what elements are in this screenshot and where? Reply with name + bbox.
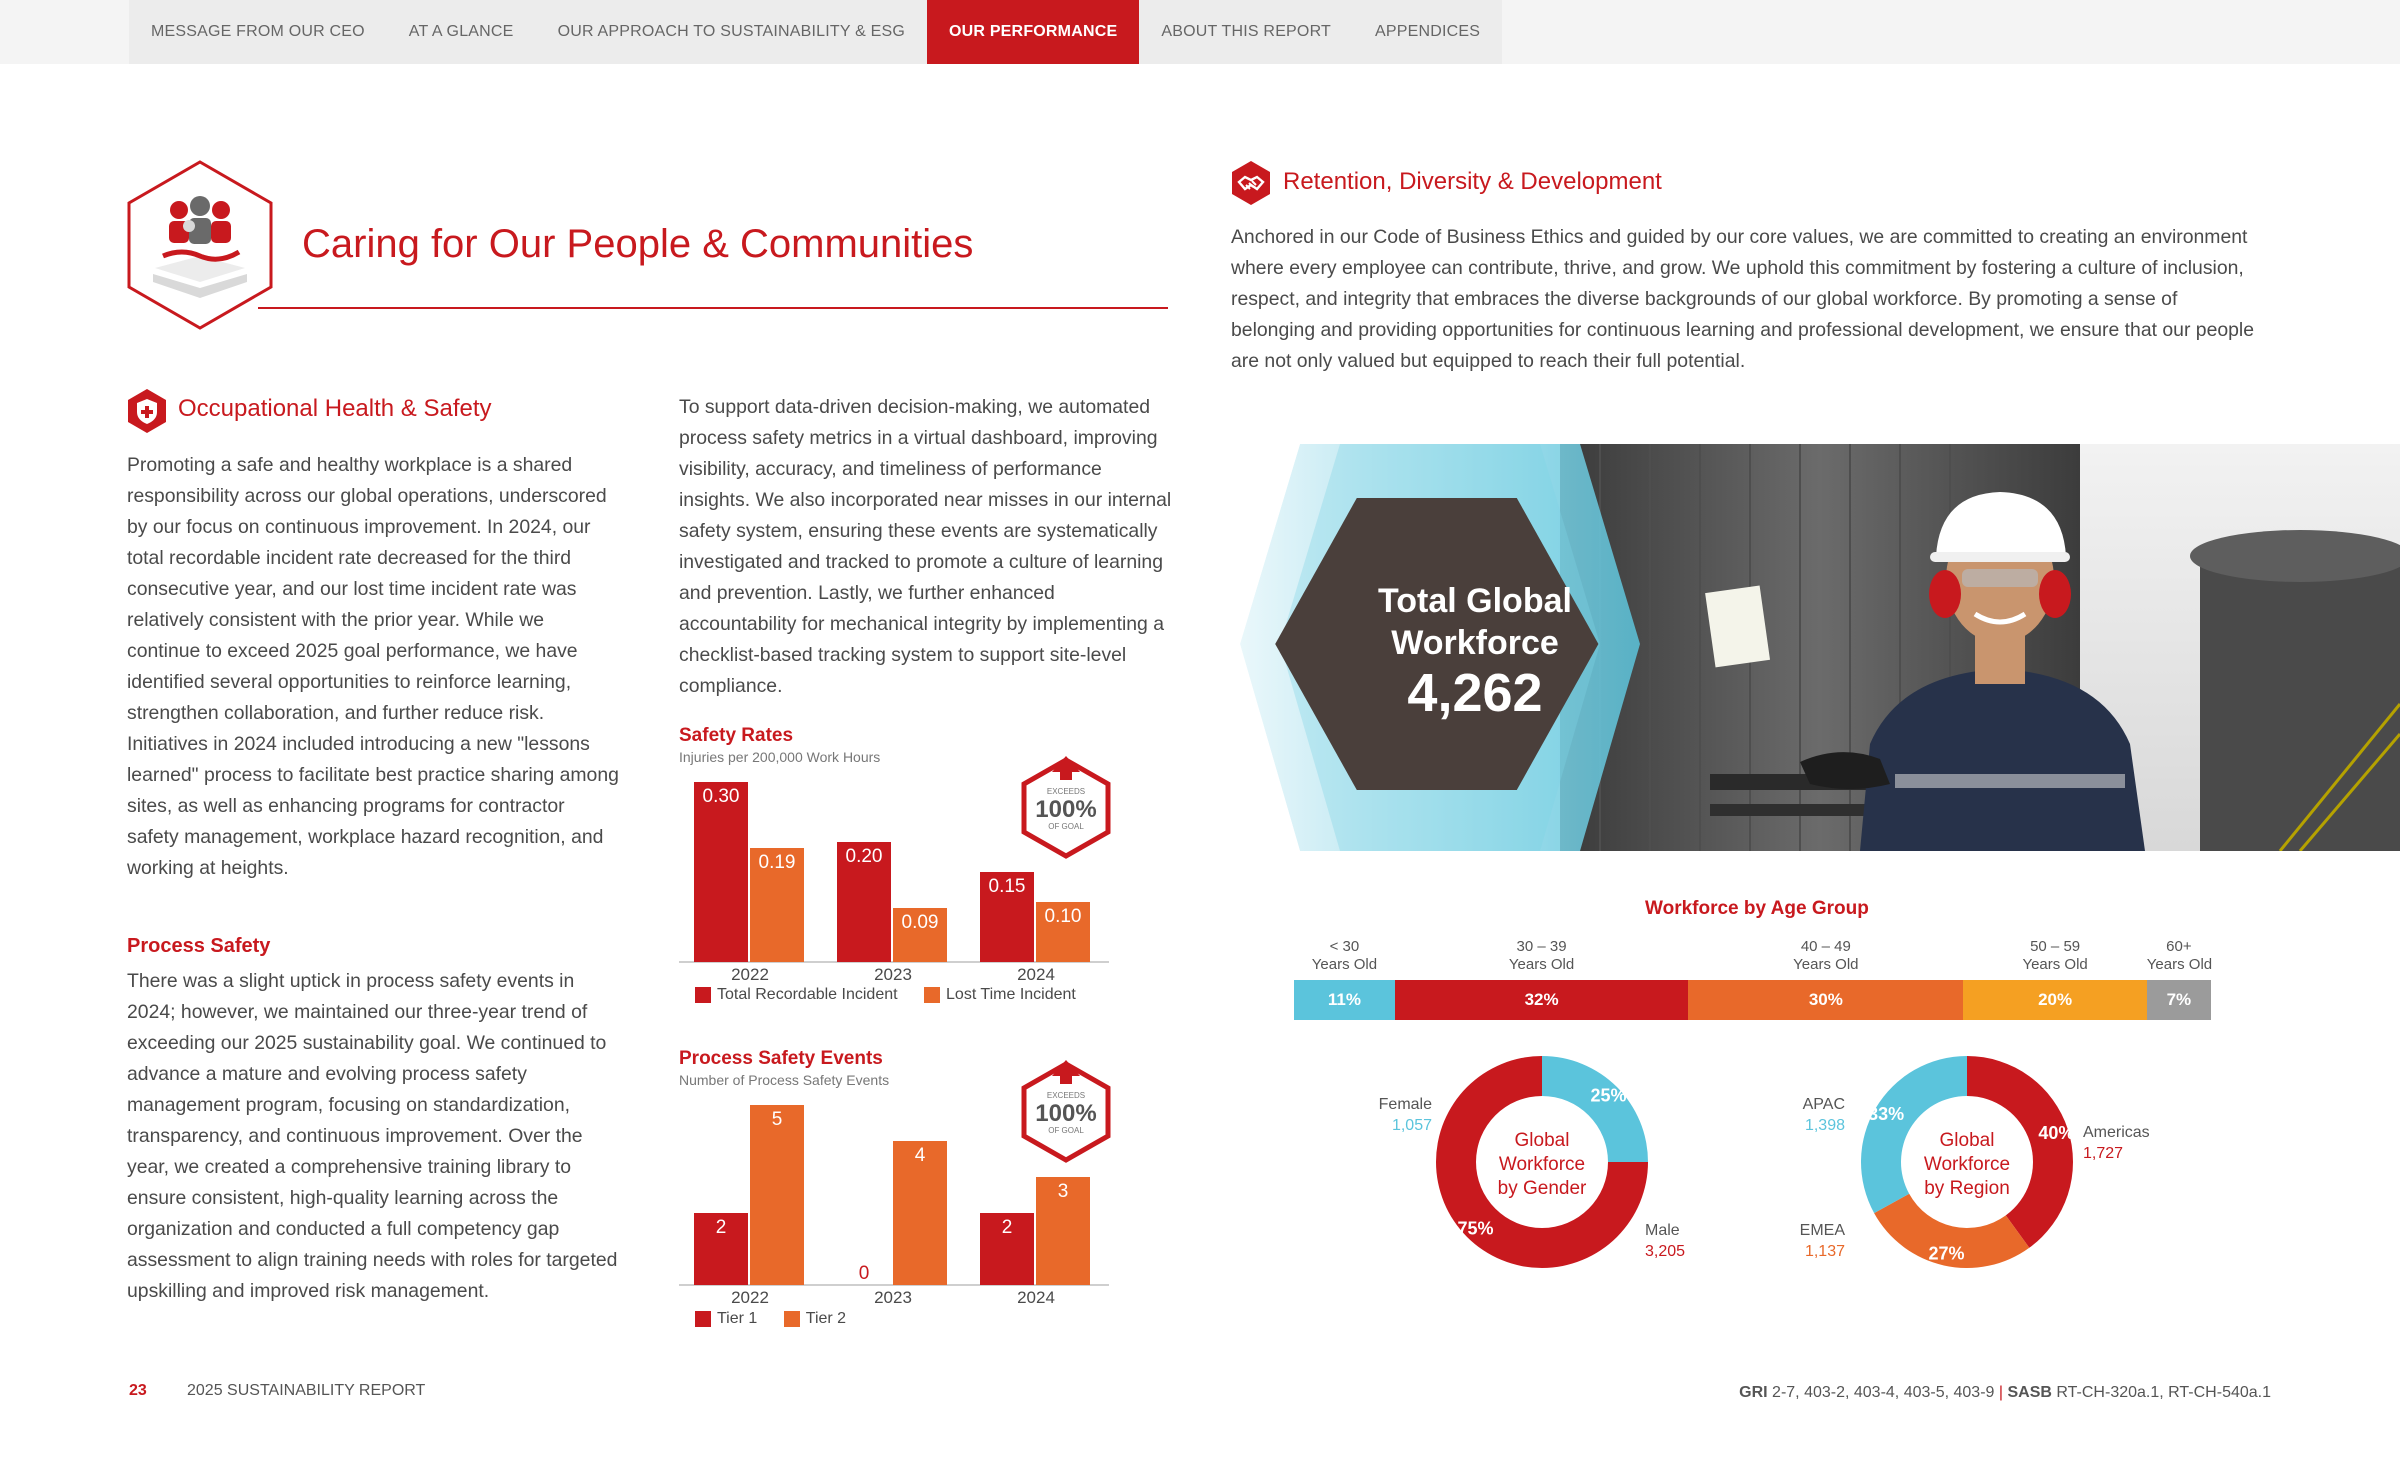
- slice-count-label: 1,137: [1804, 1243, 1845, 1260]
- safety-rates-title: Safety Rates: [679, 725, 794, 746]
- process-safety-heading: Process Safety: [127, 935, 271, 957]
- x-tick-label: 2023: [874, 1288, 912, 1307]
- donut-center-label: Global: [1939, 1130, 1995, 1151]
- nav-tab-about[interactable]: ABOUT THIS REPORT: [1161, 23, 1332, 40]
- nav-tab-approach[interactable]: OUR APPROACH TO SUSTAINABILITY & ESG: [557, 23, 906, 40]
- pse-subtitle: Number of Process Safety Events: [679, 1072, 890, 1088]
- bar-value-label: 2: [715, 1217, 727, 1238]
- badge-top-text: EXCEEDS: [1046, 787, 1086, 796]
- report-title: 2025 SUSTAINABILITY REPORT: [187, 1382, 426, 1399]
- slice-pct-label: 33%: [1868, 1104, 1905, 1125]
- top-nav: [129, 0, 1502, 64]
- slice-count-label: 1,727: [2083, 1145, 2124, 1162]
- bar-value-label: 3: [1057, 1181, 1069, 1202]
- nav-tab-at-a-glance[interactable]: AT A GLANCE: [408, 23, 514, 40]
- donut-center-label: Global: [1514, 1130, 1570, 1151]
- age-group-label: < 30 Years Old: [1311, 938, 1378, 973]
- bar-value-label: 0.30: [702, 786, 740, 807]
- slice-name-label: EMEA: [1799, 1222, 1845, 1239]
- legend-item: [924, 986, 1076, 1004]
- workforce-hero: [1240, 444, 2400, 851]
- x-tick-label: 2022: [731, 965, 769, 984]
- legend-item: [695, 1310, 757, 1328]
- slice-pct-label: 40%: [2038, 1122, 2075, 1143]
- bar-value-label: 0: [858, 1263, 870, 1284]
- bar-value-label: 0.15: [988, 876, 1026, 897]
- gender-donut-chart: [1370, 1040, 1770, 1280]
- exceeds-goal-badge-icon: [1018, 754, 1114, 860]
- slice-count-label: 1,057: [1391, 1117, 1432, 1134]
- legend-label: Tier 1: [717, 1310, 758, 1327]
- sasb-label: SASB: [2007, 1384, 2052, 1401]
- donut-center-label: by Gender: [1497, 1178, 1587, 1199]
- workforce-total: 4,262: [1407, 663, 1543, 723]
- badge-bottom-text: OF GOAL: [1048, 822, 1084, 831]
- shield-cross-icon: [127, 388, 167, 434]
- gri-codes: 2-7, 403-2, 403-4, 403-5, 403-9: [1772, 1384, 1995, 1401]
- bar: [694, 782, 748, 962]
- bar: [750, 1105, 804, 1285]
- workforce-label-line1: Total Global: [1378, 582, 1572, 620]
- workforce-label: [1340, 580, 1610, 664]
- sasb-codes: RT-CH-320a.1, RT-CH-540a.1: [2056, 1384, 2271, 1401]
- legend-label: Total Recordable Incident: [717, 986, 898, 1003]
- gri-label: GRI: [1739, 1384, 1768, 1401]
- age-segment: 11%: [1294, 980, 1395, 1020]
- age-group-label: 50 – 59 Years Old: [2022, 938, 2088, 973]
- process-safety-paragraph: There was a slight uptick in process safety events in 2024; however, we maintained our three-year trend of exceeding our 2025 sustainability goal. We continued to advance a mature and evolving process safety management program, focusing on standardization, transparency, and continuous improvement. Over the year, we created a comprehensive training library to ensure consistent, high-quality learning across the organization and conducted a full competency gap assessment to align training needs with roles for targeted upskilling and improved risk management.: [127, 970, 618, 1302]
- donut-center-label: Workforce: [1498, 1154, 1586, 1175]
- pse-legend: [695, 1310, 868, 1332]
- slice-name-label: Male: [1645, 1222, 1680, 1239]
- legend-swatch: [784, 1311, 800, 1327]
- age-group-label: 60+ Years Old: [2146, 938, 2213, 973]
- legend-label: Lost Time Incident: [946, 986, 1076, 1003]
- age-segment: 30%: [1688, 980, 1963, 1020]
- age-group-label: 40 – 49 Years Old: [1793, 938, 1859, 973]
- legend-label: Tier 2: [805, 1310, 847, 1327]
- legend-item: [784, 1310, 846, 1328]
- nav-tab-ceo-message[interactable]: MESSAGE FROM OUR CEO: [151, 23, 365, 40]
- rdd-heading: Retention, Diversity & Development: [1283, 168, 1662, 195]
- age-segment: 7%: [2147, 980, 2211, 1020]
- workforce-label-line2: Workforce: [1391, 624, 1559, 662]
- age-segment: 32%: [1395, 980, 1688, 1020]
- legend-swatch: [695, 1311, 711, 1327]
- slice-pct-label: 75%: [1457, 1218, 1494, 1239]
- region-donut-chart: [1795, 1040, 2195, 1280]
- safety-rates-subtitle: Injuries per 200,000 Work Hours: [679, 749, 881, 765]
- age-segment: 20%: [1963, 980, 2146, 1020]
- bar-value-label: 0.10: [1044, 906, 1082, 927]
- nav-tab-appendices[interactable]: APPENDICES: [1375, 23, 1481, 40]
- slice-count-label: 1,398: [1804, 1117, 1845, 1134]
- nav-tab-performance[interactable]: OUR PERFORMANCE: [927, 0, 1139, 64]
- slice-pct-label: 27%: [1928, 1243, 1965, 1264]
- page-title: Caring for Our People & Communities: [302, 222, 974, 266]
- safety-rates-legend: [695, 986, 1098, 1008]
- x-tick-label: 2023: [874, 965, 912, 984]
- slice-name-label: APAC: [1802, 1096, 1845, 1113]
- ohs-heading: Occupational Health & Safety: [178, 395, 492, 422]
- slice-pct-label: 25%: [1590, 1085, 1627, 1106]
- bar-value-label: 5: [771, 1109, 783, 1130]
- age-group-label: 30 – 39 Years Old: [1508, 938, 1575, 973]
- exceeds-goal-badge-icon: [1018, 1058, 1114, 1164]
- bar-value-label: 0.20: [845, 846, 883, 867]
- donut-center-label: by Region: [1924, 1178, 2010, 1199]
- bar-value-label: 2: [1001, 1217, 1013, 1238]
- rdd-paragraph: Anchored in our Code of Business Ethics and guided by our core values, we are committed to creating an environment where every employee can contribute, thrive, and grow. We uphold this commitment by fostering a culture of inclusion, respect, and integrity that embraces the diverse backgrounds of our global workforce. By promoting a sense of belonging and providing opportunities for continuous learning and professional development, we ensure that our people are not only valued but equipped to reach their full potential.: [1231, 226, 2255, 372]
- title-underline: [258, 307, 1168, 309]
- slice-count-label: 3,205: [1645, 1243, 1686, 1260]
- donut-slice: [1967, 1056, 2073, 1248]
- legend-item: [695, 986, 898, 1004]
- x-tick-label: 2024: [1017, 1288, 1055, 1307]
- slice-name-label: Americas: [2083, 1124, 2150, 1141]
- bar-value-label: 0.09: [901, 912, 939, 933]
- age-group-bar: [1294, 938, 2211, 1038]
- slice-name-label: Female: [1378, 1096, 1432, 1113]
- badge-value-text: 100%: [1035, 796, 1097, 823]
- pse-title: Process Safety Events: [679, 1048, 883, 1069]
- donut-center-label: Workforce: [1923, 1154, 2011, 1175]
- page-number: 23: [129, 1382, 147, 1399]
- bar-value-label: 4: [914, 1145, 926, 1166]
- badge-bottom-text: OF GOAL: [1048, 1126, 1084, 1135]
- age-group-title: Workforce by Age Group: [1645, 898, 1869, 919]
- footer-codes: [1739, 1384, 2271, 1402]
- footer-separator: |: [1998, 1384, 2004, 1401]
- ohs-paragraph: Promoting a safe and healthy workplace is a shared responsibility across our global operations, underscored by our focus on continuous improvement. In 2024, our total recordable incident rate decreased for the third consecutive year, and our lost time incident rate was relatively consistent with the prior year. While we continue to exceed 2025 goal performance, we have identified several opportunities to reinforce learning, strengthen collaboration, and further reduce risk. Initiatives in 2024 included introducing a new "lessons learned" process to facilitate best practice sharing among sites, as well as enhancing programs for contractor safety management, workplace hazard recognition, and working at heights.: [127, 454, 619, 879]
- handshake-icon: [1231, 160, 1271, 206]
- badge-value-text: 100%: [1035, 1100, 1097, 1127]
- legend-swatch: [924, 987, 940, 1003]
- legend-swatch: [695, 987, 711, 1003]
- badge-top-text: EXCEEDS: [1046, 1091, 1086, 1100]
- people-hand-icon: [127, 160, 273, 330]
- x-tick-label: 2024: [1017, 965, 1055, 984]
- bar-value-label: 0.19: [758, 852, 796, 873]
- dashboard-paragraph: To support data-driven decision-making, we automated process safety metrics in a virtual dashboard, improving visibility, accuracy, and timeliness of performance insights. We also incorporated near misses in our internal safety system, ensuring these events are systematically investigated and tracked to promote a culture of learning and prevention. Lastly, we further enhanced accountability for mechanical integrity by implementing a checklist-based tracking system to support site-level compliance.: [679, 396, 1172, 697]
- x-tick-label: 2022: [731, 1288, 769, 1307]
